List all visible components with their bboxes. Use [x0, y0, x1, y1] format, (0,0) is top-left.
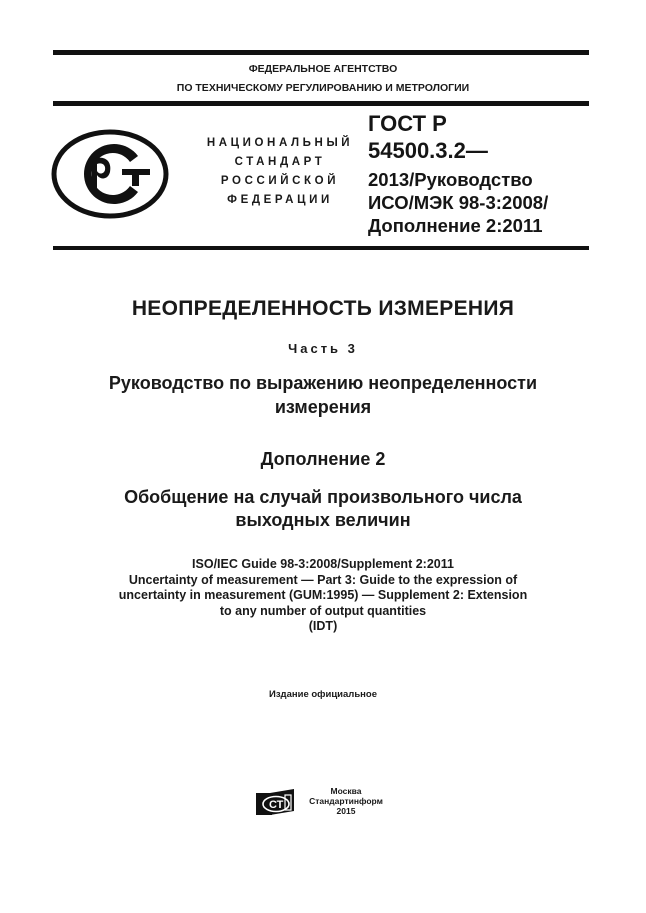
english-line: to any number of output quantities: [219, 603, 427, 618]
national-standard-line: РОССИЙСКОЙ: [220, 175, 340, 187]
main-title: НЕОПРЕДЕЛЕННОСТЬ ИЗМЕРЕНИЯ: [131, 297, 515, 320]
supplement-label: Дополнение 2: [260, 449, 386, 469]
english-title: [0, 557, 646, 635]
svg-text:СТ: СТ: [269, 799, 284, 811]
designation-line: Дополнение 2:2011: [368, 215, 543, 236]
publisher-city: Москва: [330, 786, 362, 796]
official-edition-label: Издание официальное: [269, 689, 377, 700]
header-bottom-rule: [53, 101, 589, 106]
agency-line-1: ФЕДЕРАЛЬНОЕ АГЕНТСТВО: [248, 63, 398, 75]
national-standard-line: ФЕДЕРАЦИИ: [227, 194, 333, 206]
guide-title-line-2: измерения: [274, 397, 372, 417]
rst-gost-logo-icon: [50, 128, 170, 220]
designation-line: 54500.3.2—: [368, 138, 488, 163]
guide-title-line-1: Руководство по выражению неопределенности: [108, 373, 538, 393]
english-line: Uncertainty of measurement — Part 3: Guide to the expression of: [128, 572, 518, 587]
national-standard-line: СТАНДАРТ: [234, 156, 326, 168]
subject-title-line-1: Обобщение на случай произвольного числа: [124, 487, 522, 507]
designation-line: ИСО/МЭК 98-3:2008/: [368, 192, 549, 213]
publisher-name: Стандартинформ: [309, 796, 383, 806]
english-line: ISO/IEC Guide 98-3:2008/Supplement 2:2011: [192, 557, 454, 571]
subject-title-line-2: выходных величин: [235, 510, 411, 530]
part-label: Часть 3: [288, 341, 358, 356]
publisher-info: [308, 786, 384, 816]
designation-line: 2013/Руководство: [368, 169, 533, 190]
english-line: uncertainty in measurement (GUM:1995) — Supplement 2: Extension: [118, 588, 528, 602]
designation-line: ГОСТ Р: [368, 111, 447, 136]
publication-year: 2015: [336, 806, 356, 816]
top-rule: [53, 50, 589, 55]
national-standard-label: [196, 134, 364, 210]
national-standard-line: НАЦИОНАЛЬНЫЙ: [206, 137, 354, 149]
english-line: (IDT): [308, 619, 338, 633]
standard-designation: [368, 111, 548, 237]
standartinform-logo-icon: [256, 789, 296, 815]
agency-line-2: ПО ТЕХНИЧЕСКОМУ РЕГУЛИРОВАНИЮ И МЕТРОЛОГИИ: [176, 82, 470, 94]
header-block-rule: [53, 246, 589, 250]
